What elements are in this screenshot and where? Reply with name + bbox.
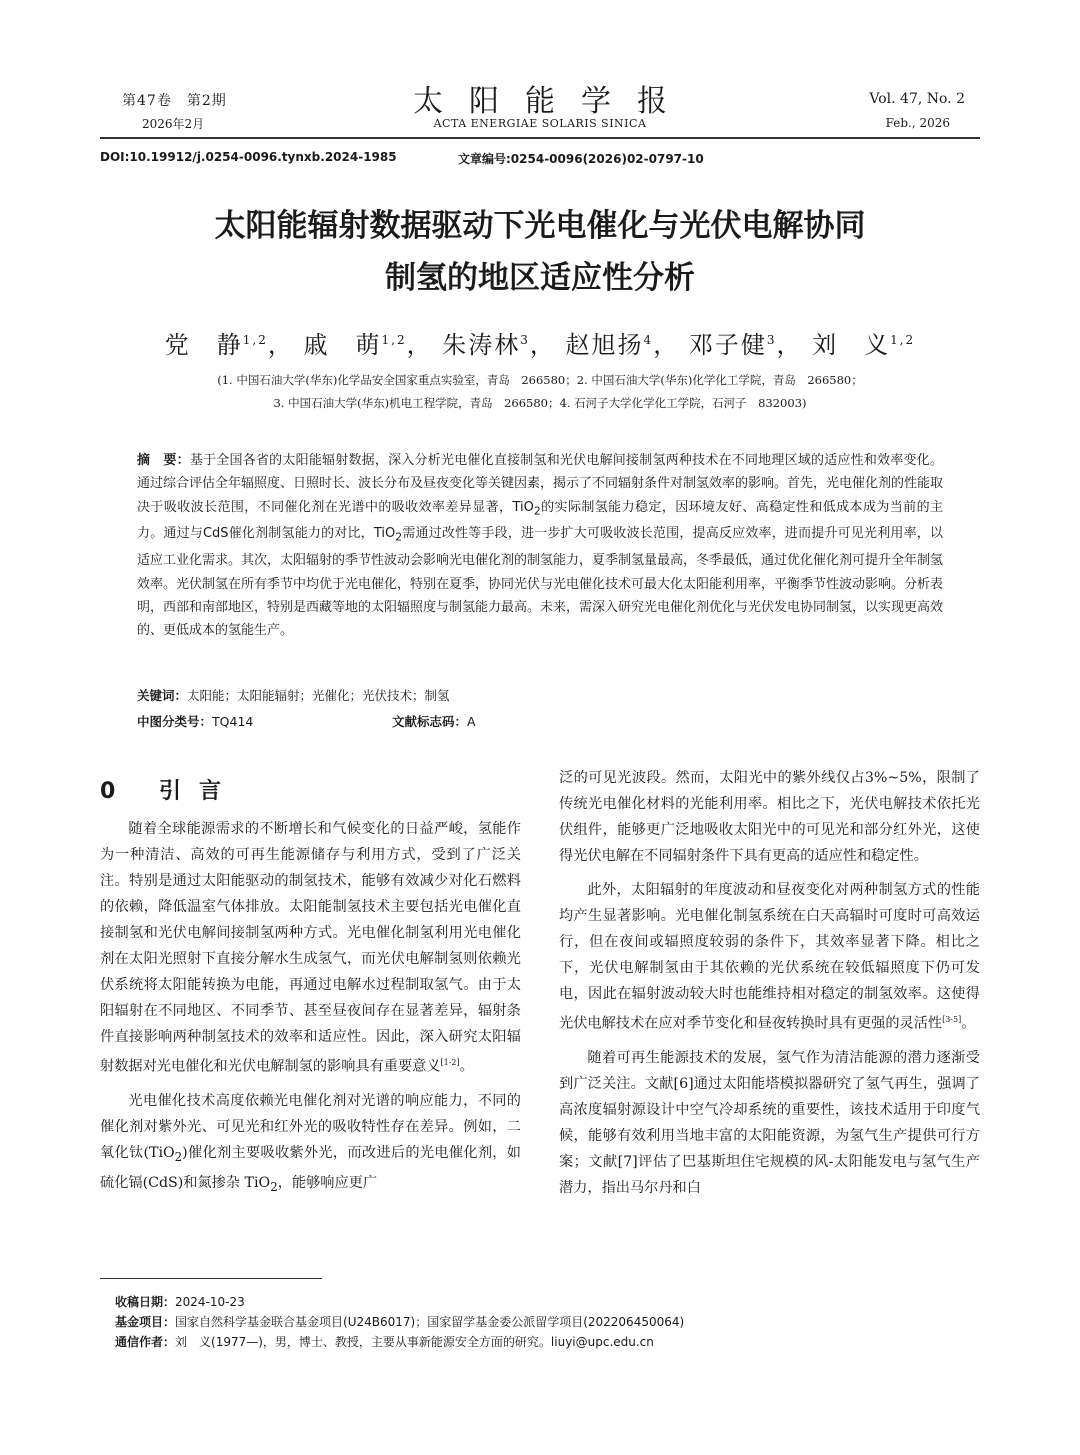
title-line-1: 太阳能辐射数据驱动下光电催化与光伏电解协同 [214, 208, 866, 244]
author: 朱涛林$^3$， [442, 331, 556, 359]
author: 戚 萌$^{1,2}$， [303, 331, 433, 359]
journal-title-cn: 太阳能学报 [413, 84, 693, 119]
funding: 基金项目：国家自然科学基金联合基金项目(U24B6017)；国家留学基金委公派留学项目(202206450064) [115, 1315, 685, 1329]
header-rule [100, 137, 980, 139]
date-en: Feb., 2026 [885, 116, 950, 130]
body-left-column [100, 816, 521, 1199]
author: 党 静$^{1,2}$， [164, 331, 294, 359]
paragraph: 泛的可见光波段。然而，太阳光中的紫外线仅占3%~5%，限制了传统光电催化材料的光能利用率。相比之下，光伏电解技术依托光伏组件，能够更广泛地吸收太阳光中的可见光和部分红外光，这使得光伏电解在不同辐射条件下具有更高的适应性和稳定性。 [559, 770, 980, 864]
paper-title [100, 200, 980, 304]
paragraph: 此外，太阳辐射的年度波动和昼夜变化对两种制氢方式的性能均产生显著影响。光电催化制氢系统在白天高辐时可度时可高效运行，但在夜间或辐照度较弱的条件下，其效率显著下降。相比之下，光伏电解制氢由于其依赖的光伏系统在较低辐照度下仍可发电，因此在辐射波动较大时也能维持相对稳定的制氢效率。这使得光伏电解技术在应对季节变化和昼夜转换时具有更强的灵活性[3-5]。 [559, 882, 980, 1032]
classification-number: 中图分类号：TQ414 [137, 714, 254, 729]
volume-en: Vol. 47, No. 2 [869, 91, 965, 107]
abstract-label: 摘 要： [137, 453, 190, 468]
corresponding-author: 通信作者：刘 义(1977—)，男，博士、教授，主要从事新能源安全方面的研究。liuyi@upc.edu.cn [115, 1335, 654, 1349]
author: 赵旭扬$^4$， [565, 331, 680, 359]
article-number: 文章编号:0254-0096(2026)02-0797-10 [458, 152, 704, 166]
affiliation-line-1: (1. 中国石油大学(华东)化学品安全国家重点实验室，青岛 266580；2. 中国石油大学(华东)化学化工学院，青岛 266580； [217, 373, 863, 387]
footnote-rule [100, 1278, 322, 1279]
volume-issue: 第47卷 第2期 [122, 93, 227, 109]
paragraph: 随着可再生能源技术的发展，氢气作为清洁能源的潜力逐渐受到广泛关注。文献[6]通过太阳能塔模拟器研究了氢气再生，强调了高浓度辐射源设计中空气冷却系统的重要性，该技术适用于印度气候，能够有效利用当地丰富的太阳能资源，为氢气生产提供可行方案；文献[7]评估了巴基斯坦住宅规模的风-太阳能发电与氢气生产潜力，指出马尔丹和白 [559, 1049, 980, 1196]
abstract: 摘 要：基于全国各省的太阳能辐射数据，深入分析光电催化直接制氢和光伏电解间接制氢两种技术在不同地理区域的适应性和效率变化。通过综合评估全年辐照度、日照时长、波长分布及昼夜变化等关键因素，揭示了不同辐射条件对制氢效率的影响。首先，光电催化剂的性能取决于吸收波长范围，不同催化剂在光谱中的吸收效率差异显著，TiO$_2$的实际制氢能力稳定，因环境友好、高稳定性和低成本成为当前的主力。通过与CdS催化剂制氢能力的对比，TiO$_2$需通过改性等手段，进一步扩大可吸收波长范围，提高反应效率，进而提升可见光利用率，以适应工业化需求。其次，太阳辐射的季节性波动会影响光电催化剂的制氢能力，夏季制氢量最高，冬季最低，通过优化催化剂可提升全年制氢效率。光伏制氢在所有季节中均优于光电催化，特别在夏季，协同光伏与光电催化技术可最大化太阳能利用率，平衡季节性波动影响。分析表明，西部和南部地区，特别是西藏等地的太阳辐照度与制氢能力最高。未来，需深入研究光电催化剂优化与光伏发电协同制氢，以实现更高效的、更低成本的氢能生产。 [137, 453, 944, 639]
author-list [100, 325, 980, 360]
affiliation-line-2: 3. 中国石油大学(华东)机电工程学院，青岛 266580；4. 石河子大学化学化工学院，石河子 832003) [273, 396, 807, 410]
author: 刘 义$^{1,2}$ [812, 331, 916, 359]
document-code: 文献标志码：A [392, 714, 476, 729]
author: 邓子健$^3$， [688, 331, 803, 359]
keywords: 关键词：太阳能；太阳能辐射；光催化；光伏技术；制氢 [137, 688, 450, 703]
section-heading: 0 引言 [100, 779, 239, 804]
journal-title-en: ACTA ENERGIAE SOLARIS SINICA [433, 117, 647, 130]
paragraph: 随着全球能源需求的不断增长和气候变化的日益严峻，氢能作为一种清洁、高效的可再生能源储存与利用方式，受到了广泛关注。特别是通过太阳能驱动的制氢技术，能够有效减少对化石燃料的依赖，降低温室气体排放。太阳能制氢技术主要包括光电催化直接制氢和光伏电解间接制氢两种方式。光电催化制氢利用光电催化剂在太阳光照射下直接分解水生成氢气，而光伏电解制氢则依赖光伏系统将太阳能转换为电能，再通过电解水过程制取氢气。由于太阳辐射在不同地区、不同季节、甚至昼夜间存在显著差异，辐射条件直接影响两种制氢技术的效率和适应性。因此，深入研究太阳辐射数据对光电催化和光伏电解制氢的影响具有重要意义[1-2]。 [100, 821, 521, 1075]
received-date: 收稿日期：2024-10-23 [115, 1295, 245, 1309]
title-line-2: 制氢的地区适应性分析 [385, 260, 695, 296]
date-cn: 2026年2月 [142, 117, 205, 131]
paragraph: 光电催化技术高度依赖光电催化剂对光谱的响应能力，不同的催化剂对紫外光、可见光和红外光的吸收特性存在差异。例如，二氧化钛(TiO$_2$)催化剂主要吸收紫外光，而改进后的光电催化剂，如硫化镉(CdS)和氮掺杂 TiO$_2$，能够响应更广 [100, 1092, 521, 1194]
body-right-column [559, 765, 980, 1201]
doi: DOI:10.19912/j.0254-0096.tynxb.2024-1985 [100, 150, 397, 164]
